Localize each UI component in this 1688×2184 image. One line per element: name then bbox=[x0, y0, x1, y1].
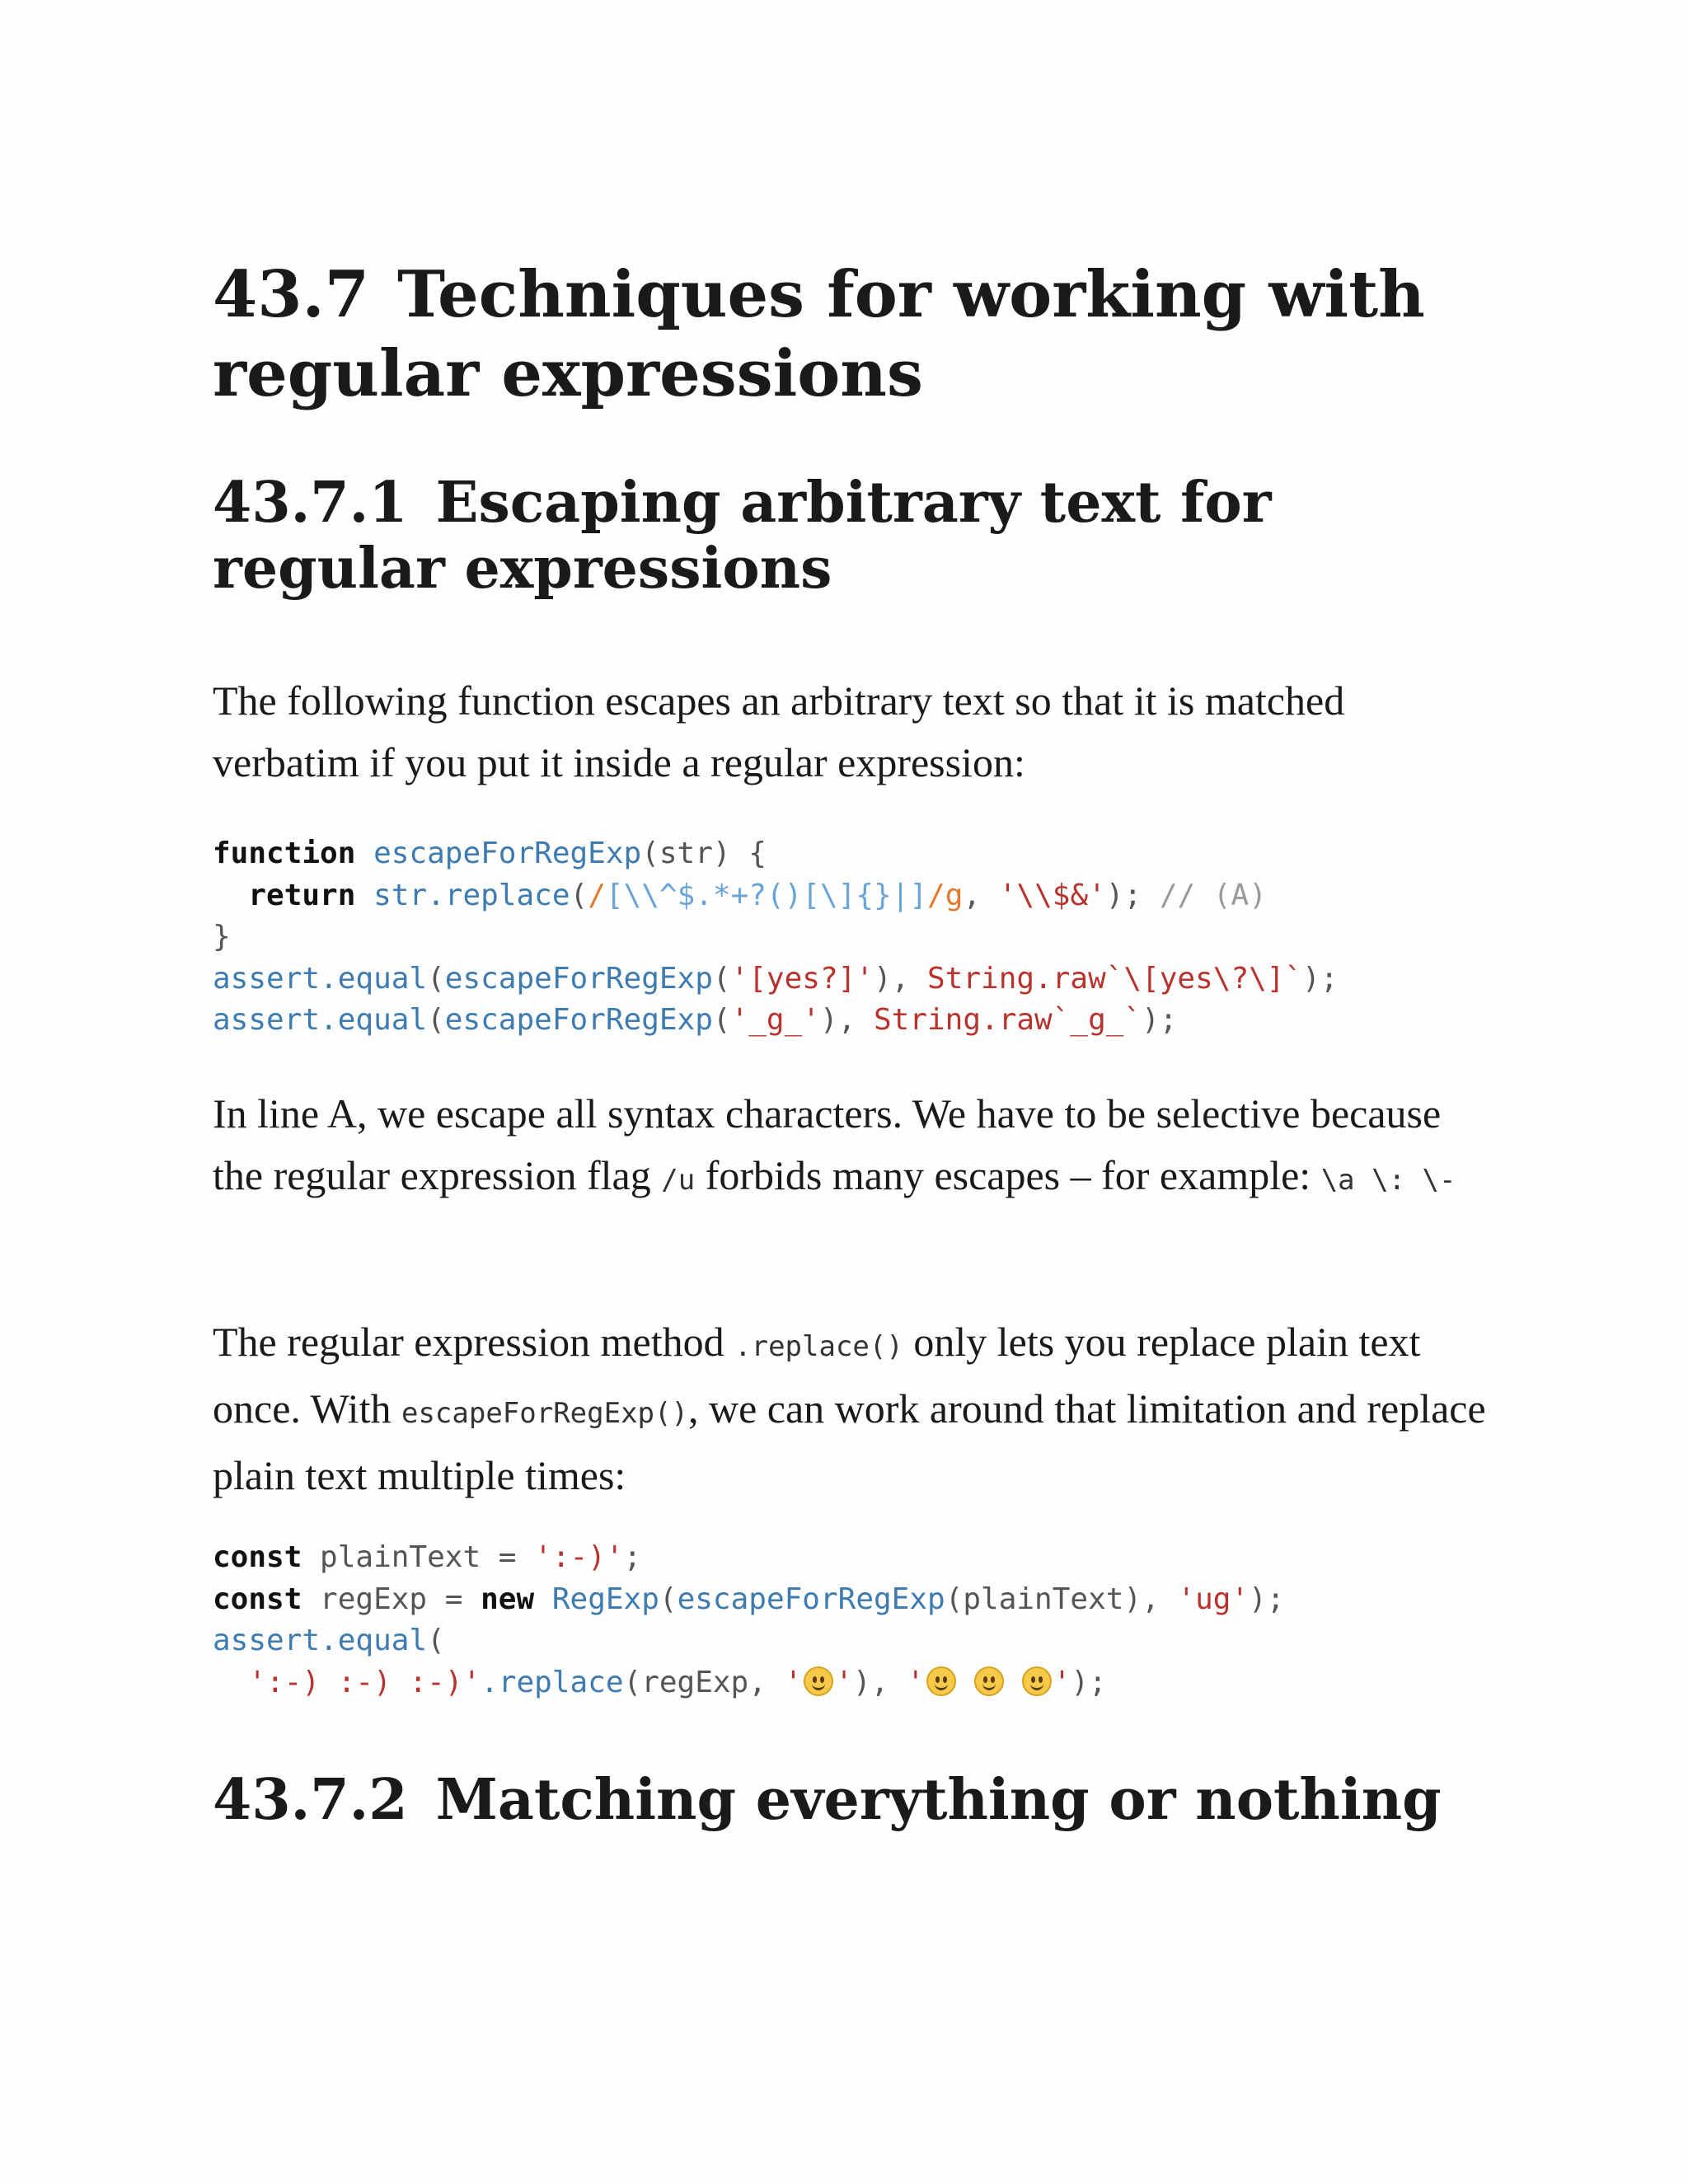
code-text: (regExp, bbox=[623, 1665, 785, 1699]
code-text: regExp = bbox=[302, 1582, 481, 1616]
code-call: assert.equal bbox=[213, 961, 428, 996]
inline-code-replace: .replace() bbox=[734, 1330, 903, 1363]
subsection-heading-escaping bbox=[213, 470, 1498, 602]
code-text: plainText = bbox=[302, 1540, 535, 1574]
code-keyword: function bbox=[213, 837, 356, 870]
code-method: .replace bbox=[481, 1665, 624, 1699]
code-text: (str) { bbox=[641, 837, 767, 870]
code-block-escape-function: function escapeForRegExp(str) { return str.replace(/[\\^$.*+?()[\]{}|]/g, '\\$&'); // (A) } assert.equal(escapeForRegExp('[yes?]'), String.raw`\[yes\?\]`); assert.equal(escapeForRegExp('_g_'), String.raw`_g_`); bbox=[213, 837, 1339, 1037]
code-string: ':-) :-) :-)' bbox=[248, 1665, 481, 1699]
code-string: '_g_' bbox=[730, 1003, 820, 1037]
subsection-title: Escaping arbitrary text for regular expressions bbox=[213, 470, 1272, 602]
smiley-emoji-icon bbox=[974, 1666, 1004, 1696]
code-regex-body: [\\^$.*+?()[\]{}|] bbox=[605, 878, 928, 912]
code-call: assert.equal bbox=[213, 1624, 428, 1657]
smiley-emoji-icon bbox=[804, 1666, 833, 1696]
paragraph-text: In line A, we escape all syntax characters. We have to be selective because the regular expression flag bbox=[213, 1090, 1442, 1198]
code-string: '\\$&' bbox=[998, 878, 1106, 912]
code-method: str.replace bbox=[373, 878, 570, 912]
code-keyword: return bbox=[248, 878, 356, 912]
code-text: ( bbox=[427, 1624, 445, 1657]
code-text: ); bbox=[1302, 961, 1339, 996]
code-text: ), bbox=[819, 1003, 874, 1037]
code-quote: ' bbox=[907, 1665, 925, 1699]
subsection-title: Matching everything or nothing bbox=[435, 1767, 1442, 1833]
code-keyword: new bbox=[481, 1582, 535, 1616]
code-function-name: escapeForRegExp bbox=[444, 1003, 713, 1037]
code-text: ( bbox=[570, 878, 588, 912]
paragraph-text: only lets you replace plain text once. With bbox=[213, 1319, 1421, 1432]
subsection-number: 43.7.1 bbox=[213, 470, 408, 536]
code-text: ); bbox=[1142, 1003, 1178, 1037]
code-text: ), bbox=[873, 961, 927, 996]
code-quote: ' bbox=[835, 1665, 853, 1699]
code-function-name: escapeForRegExp bbox=[677, 1582, 945, 1616]
code-text: ( bbox=[427, 961, 445, 996]
code-text: (plainText), bbox=[945, 1582, 1178, 1616]
section-heading bbox=[213, 255, 1498, 414]
code-function-name: escapeForRegExp bbox=[444, 961, 713, 996]
code-regex-delimiter: / bbox=[588, 878, 606, 912]
inline-code-escapes: \a \: \- bbox=[1320, 1164, 1456, 1197]
paragraph-replace bbox=[213, 1311, 1498, 1507]
code-quote: ' bbox=[784, 1665, 803, 1699]
paragraph-line-a bbox=[213, 1083, 1498, 1212]
code-keyword: const bbox=[213, 1540, 302, 1574]
smiley-emoji-icon bbox=[926, 1666, 956, 1696]
paragraph-text: , we can work around that limitation and replace plain text multiple times: bbox=[213, 1385, 1486, 1498]
code-text: ; bbox=[623, 1540, 642, 1574]
paragraph-text: forbids many escapes – for example: bbox=[695, 1152, 1321, 1198]
inline-code-escape-fn: escapeForRegExp() bbox=[401, 1397, 688, 1430]
code-text: ( bbox=[659, 1582, 678, 1616]
code-keyword: const bbox=[213, 1582, 302, 1616]
paragraph-intro: The following function escapes an arbitrary text so that it is matched verbatim if you put it inside a regular expression: bbox=[213, 677, 1345, 785]
code-text: ); bbox=[1105, 878, 1142, 912]
code-class-name: RegExp bbox=[551, 1582, 659, 1616]
code-regex-flags: /g bbox=[927, 878, 964, 912]
smiley-emoji-icon bbox=[1022, 1666, 1052, 1696]
code-block-replace-example bbox=[213, 1537, 1285, 1704]
subsection-number: 43.7.2 bbox=[213, 1767, 408, 1833]
code-comment: // (A) bbox=[1159, 878, 1267, 912]
code-text: ( bbox=[427, 1003, 445, 1037]
code-string: 'ug' bbox=[1177, 1582, 1250, 1616]
section-number: 43.7 bbox=[213, 257, 369, 332]
code-string: ':-)' bbox=[534, 1540, 624, 1574]
code-function-name: escapeForRegExp bbox=[373, 837, 642, 870]
subsection-heading-matching bbox=[213, 1767, 1498, 1833]
code-text: , bbox=[963, 878, 999, 912]
code-string: String.raw`_g_` bbox=[873, 1003, 1142, 1037]
code-quote: ' bbox=[1053, 1665, 1071, 1699]
code-string: String.raw`\[yes\?\]` bbox=[927, 961, 1303, 996]
code-text: ), bbox=[852, 1665, 907, 1699]
code-text: ); bbox=[1249, 1582, 1285, 1616]
code-text: } bbox=[213, 920, 231, 954]
paragraph-text: The regular expression method bbox=[213, 1319, 735, 1365]
code-text: ); bbox=[1071, 1665, 1107, 1699]
code-call: assert.equal bbox=[213, 1003, 428, 1037]
section-title: Techniques for working with regular expressions bbox=[213, 257, 1425, 411]
code-string: '[yes?]' bbox=[730, 961, 874, 996]
inline-code-flag: /u bbox=[661, 1164, 696, 1197]
